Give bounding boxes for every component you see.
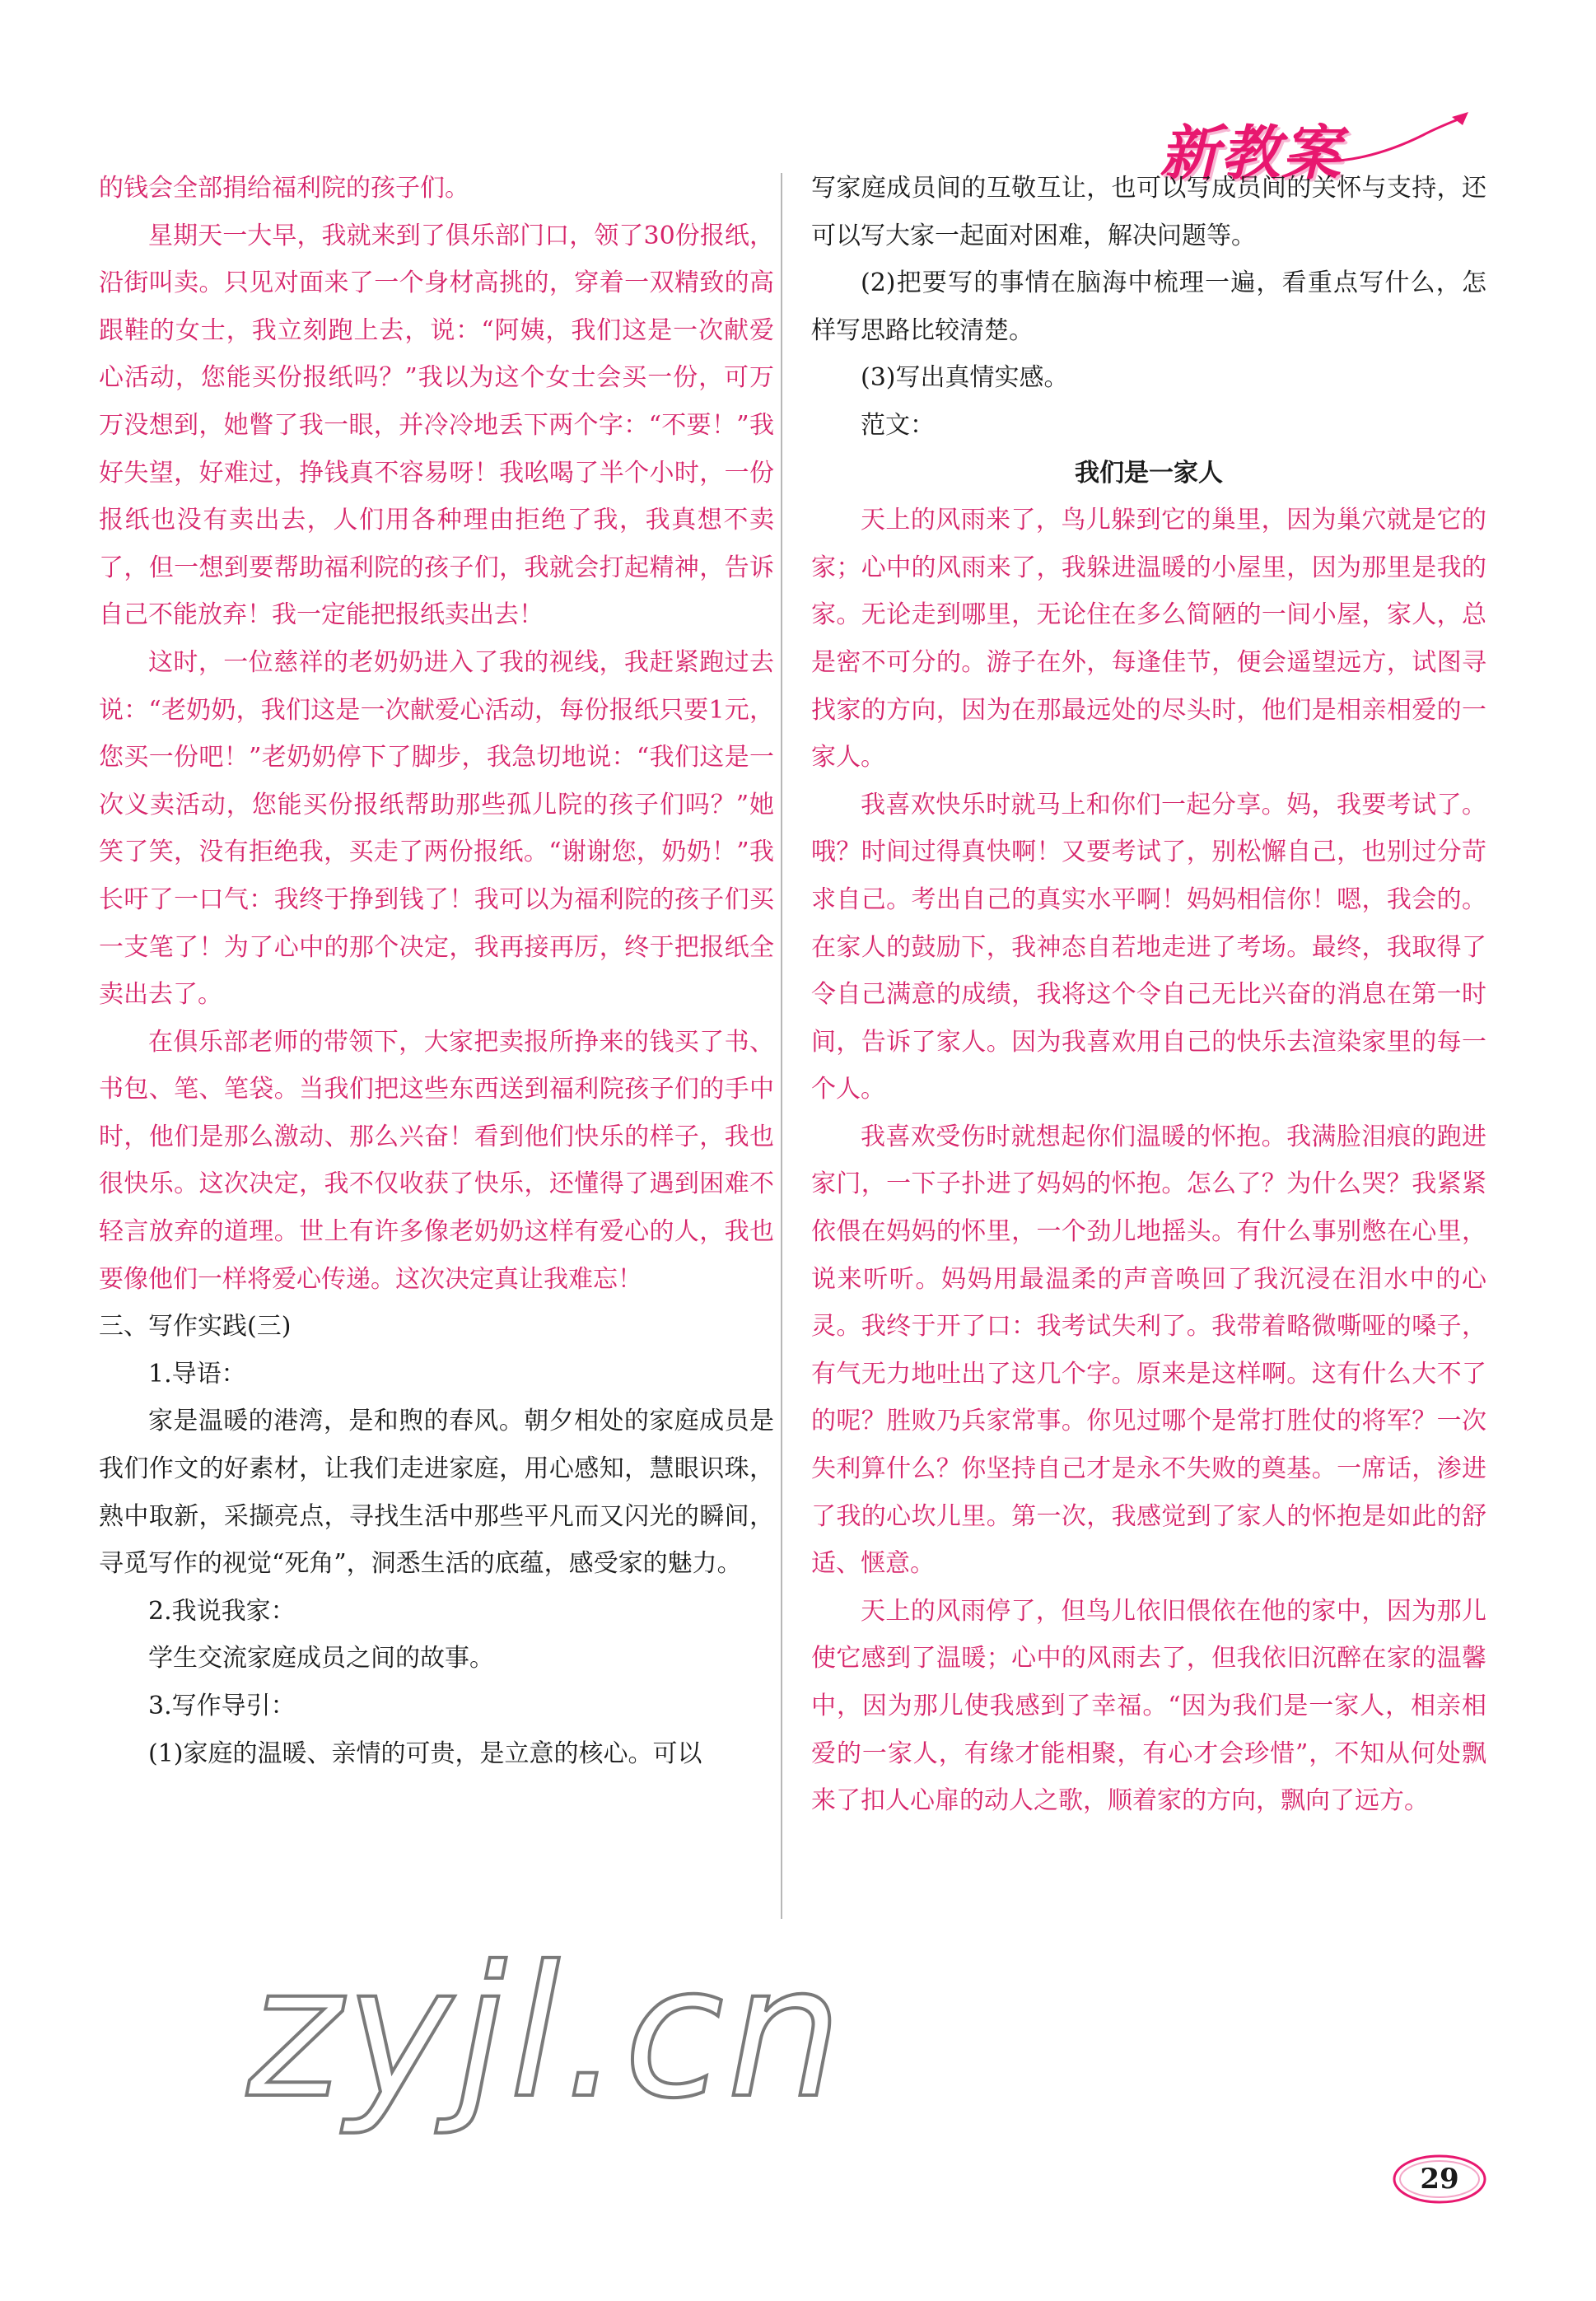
paragraph: 天上的风雨来了，鸟儿躲到它的巢里，因为巢穴就是它的家；心中的风雨来了，我躲进温暖的小屋里，因为那里是我的家。无论走到哪里，无论住在多么简陋的一间小屋，家人，总是密不可分的。游子在外，每逢佳节，便会遥望远方，试图寻找家的方向，因为在那最远处的尽头时，他们是相亲相爱的一家人。 xyxy=(811,506,1486,772)
logo-text: 新教案 xyxy=(1160,119,1343,188)
page-number-badge xyxy=(1390,2149,1489,2209)
brand-logo xyxy=(1160,105,1472,188)
watermark: zyjl.cn xyxy=(247,1927,846,2138)
pen-swoosh-icon xyxy=(1291,110,1472,168)
paragraph: 天上的风雨停了，但鸟儿依旧偎依在他的家中，因为那儿使它感到了温暖；心中的风雨去了，但我依旧沉醉在家的温馨中，因为那儿使我感到了幸福。“因为我们是一家人，相亲相爱的一家人，有缘才能相聚，有心才会珍惜”，不知从何处飘来了扣人心扉的动人之歌，顺着家的方向，飘向了远方。 xyxy=(811,1596,1486,1816)
paragraph: 我喜欢受伤时就想起你们温暖的怀抱。我满脸泪痕的跑进家门，一下子扑进了妈妈的怀抱。怎么了？为什么哭？我紧紧依偎在妈妈的怀里，一个劲儿地摇头。有什么事别憋在心里，说来听听。妈妈用最温柔的声音唤回了我沉浸在泪水中的心灵。我终于开了口：我考试失利了。我带着略微嘶哑的嗓子，有气无力地吐出了这几个字。原来是这样啊。这有什么大不了的呢？胜败乃兵家常事。你见过哪个是常打胜仗的将军？一次失利算什么？你坚持自己才是永不失败的奠基。一席话，渗进了我的心坎儿里。第一次，我感觉到了家人的怀抱是如此的舒适、惬意。 xyxy=(811,1122,1486,1579)
paragraph: 三、写作实践(三) xyxy=(99,1312,292,1342)
paragraph: 1.导语： xyxy=(148,1359,246,1389)
column-divider xyxy=(781,173,782,1919)
paragraph: (3)写出真情实感。 xyxy=(861,363,1069,393)
page-number: 29 xyxy=(1420,2163,1459,2196)
paragraph: 范文： xyxy=(861,410,935,440)
paragraph: 我喜欢快乐时就马上和你们一起分享。妈，我要考试了。哦？时间过得真快啊！又要考试了，别松懈自己，也别过分苛求自己。考出自己的真实水平啊！妈妈相信你！嗯，我会的。在家人的鼓励下，我神态自若地走进了考场。最终，我取得了令自己满意的成绩，我将这个令自己无比兴奋的消息在第一时间，告诉了家人。因为我喜欢用自己的快乐去渲染家里的每一个人。 xyxy=(811,790,1486,1104)
paragraph: (1)家庭的温暖、亲情的可贵，是立意的核心。可以 xyxy=(148,1739,702,1768)
right-column xyxy=(811,165,1486,1825)
paragraph: 学生交流家庭成员之间的故事。 xyxy=(148,1644,494,1673)
paragraph: 家是温暖的港湾，是和煦的春风。朝夕相处的家庭成员是我们作文的好素材，让我们走进家庭，用心感知，慧眼识珠，熟中取新，采撷亮点，寻找生活中那些平凡而又闪光的瞬间，寻觅写作的视觉“死角”，洞悉生活的底蕴，感受家的魅力。 xyxy=(99,1407,774,1579)
paragraph: (2)把要写的事情在脑海中梳理一遍，看重点写什么，怎样写思路比较清楚。 xyxy=(811,268,1486,345)
paragraph: 在俱乐部老师的带领下，大家把卖报所挣来的钱买了书、书包、笔、笔袋。当我们把这些东西送到福利院孩子们的手中时，他们是那么激动、那么兴奋！看到他们快乐的样子，我也很快乐。这次决定，我不仅收获了快乐，还懂得了遇到困难不轻言放弃的道理。世上有许多像老奶奶这样有爱心的人，我也要像他们一样将爱心传递。这次决定真让我难忘！ xyxy=(99,1027,774,1294)
paragraph: 2.我说我家： xyxy=(148,1596,296,1626)
paragraph: 星期天一大早，我就来到了俱乐部门口，领了30份报纸，沿街叫卖。只见对面来了一个身材高挑的，穿着一双精致的高跟鞋的女士，我立刻跑上去，说：“阿姨，我们这是一次献爱心活动，您能买份报纸吗？”我以为这个女士会买一份，可万万没想到，她瞥了我一眼，并冷冷地丢下两个字：“不要！”我好失望，好难过，挣钱真不容易呀！我吆喝了半个小时，一份报纸也没有卖出去，人们用各种理由拒绝了我，我真想不卖了，但一想到要帮助福利院的孩子们，我就会打起精神，告诉自己不能放弃！我一定能把报纸卖出去！ xyxy=(99,221,774,630)
paragraph: 写家庭成员间的互敬互让，也可以写成员间的关怀与支持，还可以写大家一起面对困难，解决问题等。 xyxy=(811,174,1486,250)
paragraph: 这时，一位慈祥的老奶奶进入了我的视线，我赶紧跑过去说：“老奶奶，我们这是一次献爱心活动，每份报纸只要1元，您买一份吧！”老奶奶停下了脚步，我急切地说：“我们这是一次义卖活动，您能买份报纸帮助那些孤儿院的孩子们吗？”她笑了笑，没有拒绝我，买走了两份报纸。“谢谢您，奶奶！”我长吁了一口气：我终于挣到钱了！我可以为福利院的孩子们买一支笔了！为了心中的那个决定，我再接再厉，终于把报纸全卖出去了。 xyxy=(99,647,774,1010)
left-column xyxy=(99,165,774,1777)
essay-title: 我们是一家人 xyxy=(1075,458,1223,488)
paragraph: 3.写作导引： xyxy=(148,1692,296,1720)
paragraph: 的钱会全部捐给福利院的孩子们。 xyxy=(99,174,469,203)
